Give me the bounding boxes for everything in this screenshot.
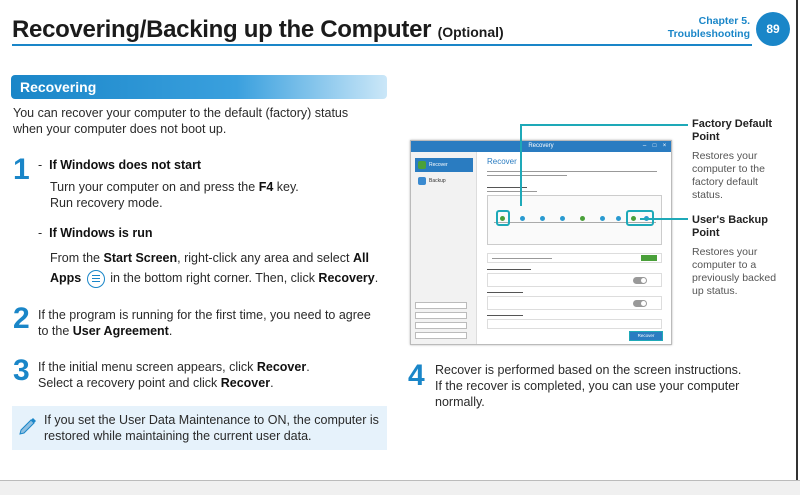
restore-point-pin bbox=[616, 216, 621, 221]
step-number-2: 2 bbox=[13, 302, 30, 335]
desc-line bbox=[487, 171, 657, 172]
sidebar-link bbox=[415, 322, 467, 329]
minimize-icon: – bbox=[642, 143, 647, 149]
main-title: Recover bbox=[487, 157, 517, 166]
callout-backup-title: User's Backup Point bbox=[692, 214, 768, 239]
pencil-note-icon bbox=[18, 415, 38, 435]
header-divider bbox=[12, 44, 752, 46]
option-row-maintain bbox=[487, 319, 662, 329]
sidebar-link bbox=[415, 332, 467, 339]
restore-point-pin bbox=[520, 216, 525, 221]
step1-a-body: Turn your computer on and press the F4 key. Run recovery mode. bbox=[50, 180, 299, 210]
window-sidebar bbox=[411, 152, 477, 345]
section-intro: You can recover your computer to the default (factory) status when your computer does not boot up. bbox=[13, 106, 349, 136]
info-button bbox=[641, 255, 657, 261]
toggle-switch bbox=[633, 300, 647, 307]
page-bottom-edge bbox=[0, 480, 800, 495]
desc-line bbox=[487, 191, 537, 192]
page-title: Recovering/Backing up the Computer (Optional) bbox=[12, 16, 504, 43]
restore-point-pin bbox=[600, 216, 605, 221]
sidebar-link bbox=[415, 302, 467, 309]
factory-point-highlight bbox=[496, 210, 510, 226]
chapter-label: Chapter 5. Troubleshooting bbox=[667, 15, 750, 40]
step2-body: If the program is running for the first time, you need to agree to the User Agreement. bbox=[38, 308, 371, 338]
step1-a-title: - If Windows does not start bbox=[38, 158, 202, 172]
backup-icon bbox=[418, 177, 426, 185]
recover-button: Recover bbox=[629, 331, 663, 341]
callout-line-factory bbox=[520, 124, 688, 126]
step3-body: If the initial menu screen appears, click Recover. Select a recovery point and click Recover. bbox=[38, 360, 310, 390]
callout-backup-desc: Restores your computer to a previously backed up status. bbox=[692, 246, 777, 297]
window-titlebar: Recovery bbox=[411, 141, 671, 152]
maximize-icon: □ bbox=[652, 143, 657, 149]
option-row-partition bbox=[487, 296, 662, 310]
restore-point-pin bbox=[580, 216, 585, 221]
step4-body: Recover is performed based on the screen instructions. If the recover is completed, you can use your computer normally. bbox=[435, 363, 742, 409]
page-number-badge: 89 bbox=[756, 12, 790, 46]
step1-b-title: - If Windows is run bbox=[38, 226, 153, 240]
step1-b-body: From the Start Screen, right-click any area and select All Apps in the bottom right corner. Then, click Recovery. bbox=[50, 248, 378, 288]
page-border bbox=[796, 0, 798, 495]
callout-line-backup bbox=[640, 218, 688, 220]
note-box bbox=[12, 406, 387, 450]
step-number-3: 3 bbox=[13, 354, 30, 387]
optional-label: (Optional) bbox=[437, 24, 504, 40]
note-text: If you set the User Data Maintenance to ON, the computer is restored while maintaining the current user data. bbox=[44, 413, 379, 443]
sidebar-item-recover: Recover bbox=[415, 158, 473, 172]
recovery-window-screenshot bbox=[410, 140, 672, 345]
toggle-switch bbox=[633, 277, 647, 284]
callout-line-factory bbox=[520, 124, 522, 206]
desc-line bbox=[487, 175, 567, 176]
section-heading: Recovering bbox=[11, 75, 387, 99]
recover-icon bbox=[418, 161, 426, 169]
close-icon: × bbox=[662, 143, 667, 149]
callout-factory-desc: Restores your computer to the factory default status. bbox=[692, 150, 765, 201]
callout-factory-title: Factory Default Point bbox=[692, 118, 773, 143]
restore-point-info bbox=[487, 253, 662, 263]
step-number-4: 4 bbox=[408, 359, 425, 392]
all-apps-icon bbox=[87, 270, 105, 288]
sidebar-item-backup: Backup bbox=[415, 174, 473, 188]
window-main bbox=[483, 155, 667, 343]
restore-point-timeline bbox=[487, 195, 662, 245]
restore-point-pin bbox=[540, 216, 545, 221]
option-row-user-data bbox=[487, 273, 662, 287]
sidebar-link bbox=[415, 312, 467, 319]
restore-point-pin bbox=[560, 216, 565, 221]
step-number-1: 1 bbox=[13, 153, 30, 186]
